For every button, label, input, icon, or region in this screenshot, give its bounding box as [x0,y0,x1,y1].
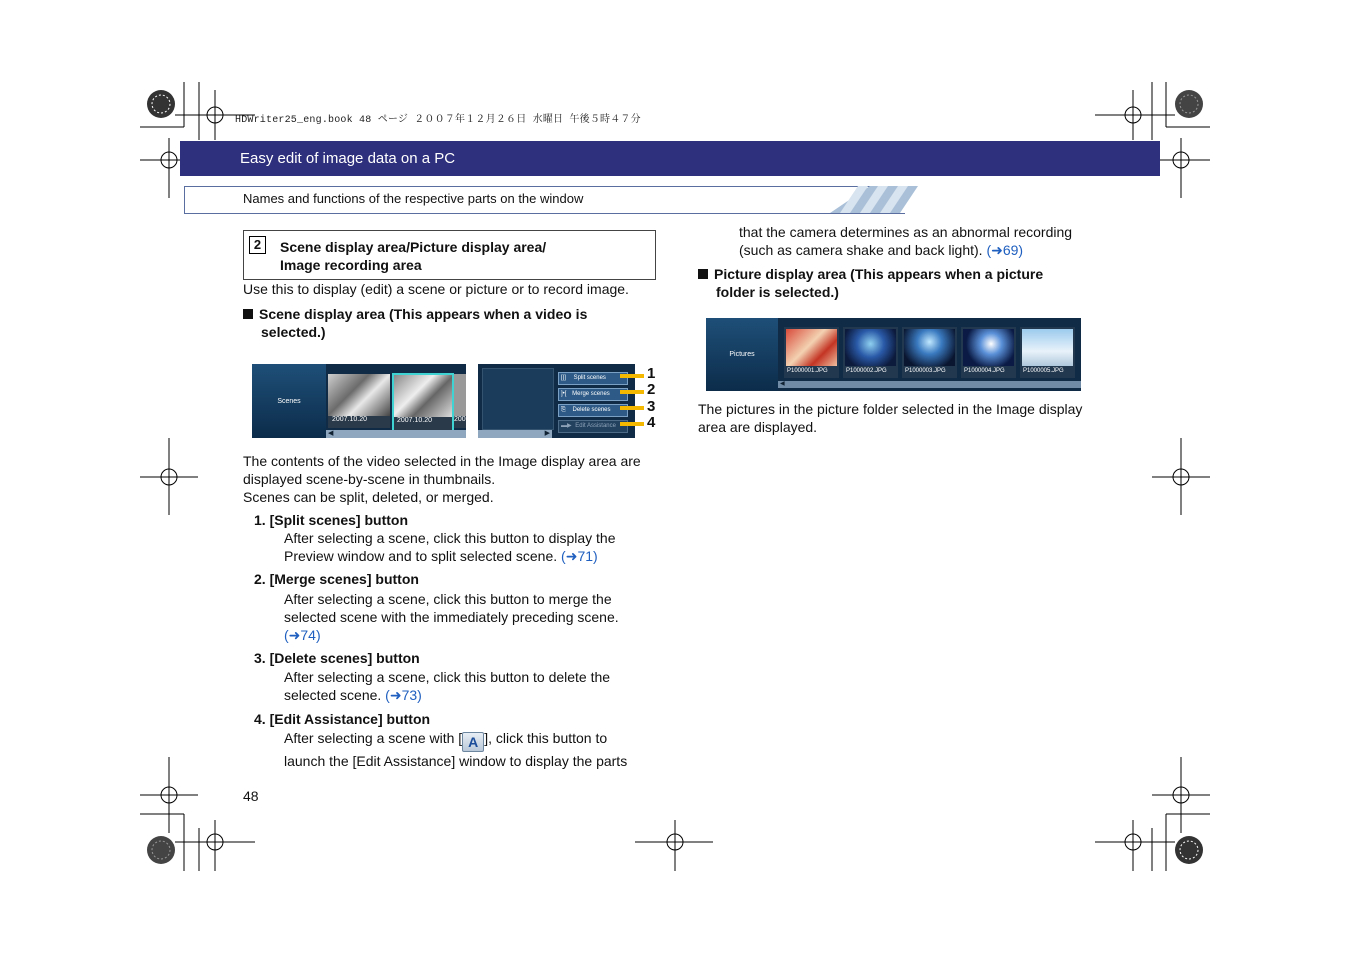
picture-thumb-4[interactable] [961,327,1016,378]
merge-icon: ]•[ [561,391,567,397]
picture-thumb-1[interactable] [784,327,839,378]
section-title-line1: Scene display area/Picture display area/ [280,239,547,255]
chapter-header [180,141,1160,176]
edit-assistance-icon: ▬▶ [561,423,572,429]
square-bullet-icon [698,269,708,279]
split-icon: [|] [561,375,566,381]
scene-thumb-1[interactable] [328,374,390,428]
callout-1: 1 [647,365,656,382]
picture-screenshot [706,318,1081,391]
subheader-stripes [830,186,920,214]
chapter-title: Easy edit of image data on a PC [240,150,456,167]
item-2-title: 2. [Merge scenes] button [254,571,419,587]
scene-desc-line3: Scenes can be split, deleted, or merged. [243,489,494,505]
intro-text: Use this to display (edit) a scene or picture or to record image. [243,281,629,297]
scene-thumb-date: 2007.10.20 [332,416,368,423]
picture-file-name: P1000002.JPG [846,368,887,374]
picture-heading-line2: folder is selected.) [716,284,839,300]
item-3-body [284,668,610,704]
picture-file-name: P1000004.JPG [964,368,1005,374]
scene-desc-line2: displayed scene-by-scene in thumbnails. [243,471,496,487]
section-number: 2 [249,236,266,254]
item-4-line1-pre: After selecting a scene with [ [284,730,463,746]
scene-screenshot-buttons [478,364,635,438]
scene-area-heading [243,305,587,341]
button-panel-scrollbar[interactable]: ▶ [478,430,552,438]
item-1-line1: After selecting a scene, click this button to display the [284,530,616,546]
scene-thumb-2-selected[interactable] [392,373,454,433]
scene-scrollbar[interactable]: ◀ [326,430,466,438]
picture-thumb-3[interactable] [902,327,957,378]
edit-assistance-a-icon: A [462,732,484,752]
pictures-label-panel [706,318,778,391]
scene-thumb-date: 200 [454,416,466,423]
picture-file-name: P1000001.JPG [787,368,828,374]
edit-assistance-label: Edit Assistance [575,423,616,429]
callout-4: 4 [647,414,656,431]
continued-page-link[interactable]: (➜69) [986,242,1024,258]
delete-icon: ⎘ [561,407,566,413]
page-number: 48 [243,788,259,804]
pictures-label: Pictures [729,351,755,358]
scene-heading-line1: Scene display area (This appears when a video is [259,306,588,322]
picture-desc-line2: area are displayed. [698,419,818,435]
item-3-line1: After selecting a scene, click this button to delete the [284,669,611,685]
section-title-line2: Image recording area [280,257,422,273]
item-2-line2: selected scene with the immediately preceding scene. [284,609,619,625]
callout-2: 2 [647,381,656,398]
picture-thumb-2[interactable] [843,327,898,378]
section-title [280,238,546,274]
continued-text [739,223,1072,259]
item-3-title: 3. [Delete scenes] button [254,650,420,666]
scene-desc-line1: The contents of the video selected in the Image display area are [243,453,641,469]
picture-file-name: P1000005.JPG [1023,368,1064,374]
scene-thumb-3[interactable] [454,374,466,428]
item-3-page-link[interactable]: (➜73) [385,687,422,703]
item-1-line2: Preview window and to split selected scene. [284,548,562,564]
split-scenes-label: Split scenes [573,375,606,381]
picture-heading-line1: Picture display area (This appears when a picture [714,266,1044,282]
merge-scenes-label: Merge scenes [572,391,610,397]
picture-desc-line1: The pictures in the picture folder selected in the Image display [698,401,1083,417]
square-bullet-icon [243,309,253,319]
scenes-label: Scenes [277,398,301,405]
item-2-line1: After selecting a scene, click this button to merge the [284,591,612,607]
scene-description [243,452,641,506]
picture-area-heading [698,265,1043,301]
print-info-line: HDWriter25_eng.book 48 ページ ２００７年１２月２６日 水曜日 午後５時４７分 [235,115,641,126]
callout-3: 3 [647,398,656,415]
picture-scrollbar[interactable]: ◀ [778,381,1081,388]
continued-line1: that the camera determines as an abnormal recording [739,224,1073,240]
scene-heading-line2: selected.) [261,324,326,340]
callout-leaders [618,370,648,430]
item-4-line1-post: ], click this button to [484,730,608,746]
item-4-title: 4. [Edit Assistance] button [254,711,431,727]
section-heading-box [243,230,656,280]
picture-file-name: P1000003.JPG [905,368,946,374]
item-2-page-link[interactable]: (➜74) [284,627,321,643]
item-4-line2: launch the [Edit Assistance] window to display the parts [284,753,628,769]
picture-description [698,400,1082,436]
scene-screenshot-thumbnails [252,364,466,438]
item-1-page-link[interactable]: (➜71) [561,548,598,564]
item-3-line2: selected scene. [284,687,386,703]
item-2-body [284,590,619,644]
scene-preview-area [482,368,554,430]
subheader-title: Names and functions of the respective parts on the window [243,191,584,206]
picture-thumb-5[interactable] [1020,327,1075,378]
item-1-body [284,529,616,565]
item-1-title: 1. [Split scenes] button [254,512,409,528]
continued-line2: (such as camera shake and back light). [739,242,987,258]
delete-scenes-label: Delete scenes [572,407,611,413]
scene-thumb-date: 2007.10.20 [397,417,433,424]
scenes-label-panel [252,364,326,438]
section-subheader [184,186,905,214]
item-4-body [284,729,627,770]
